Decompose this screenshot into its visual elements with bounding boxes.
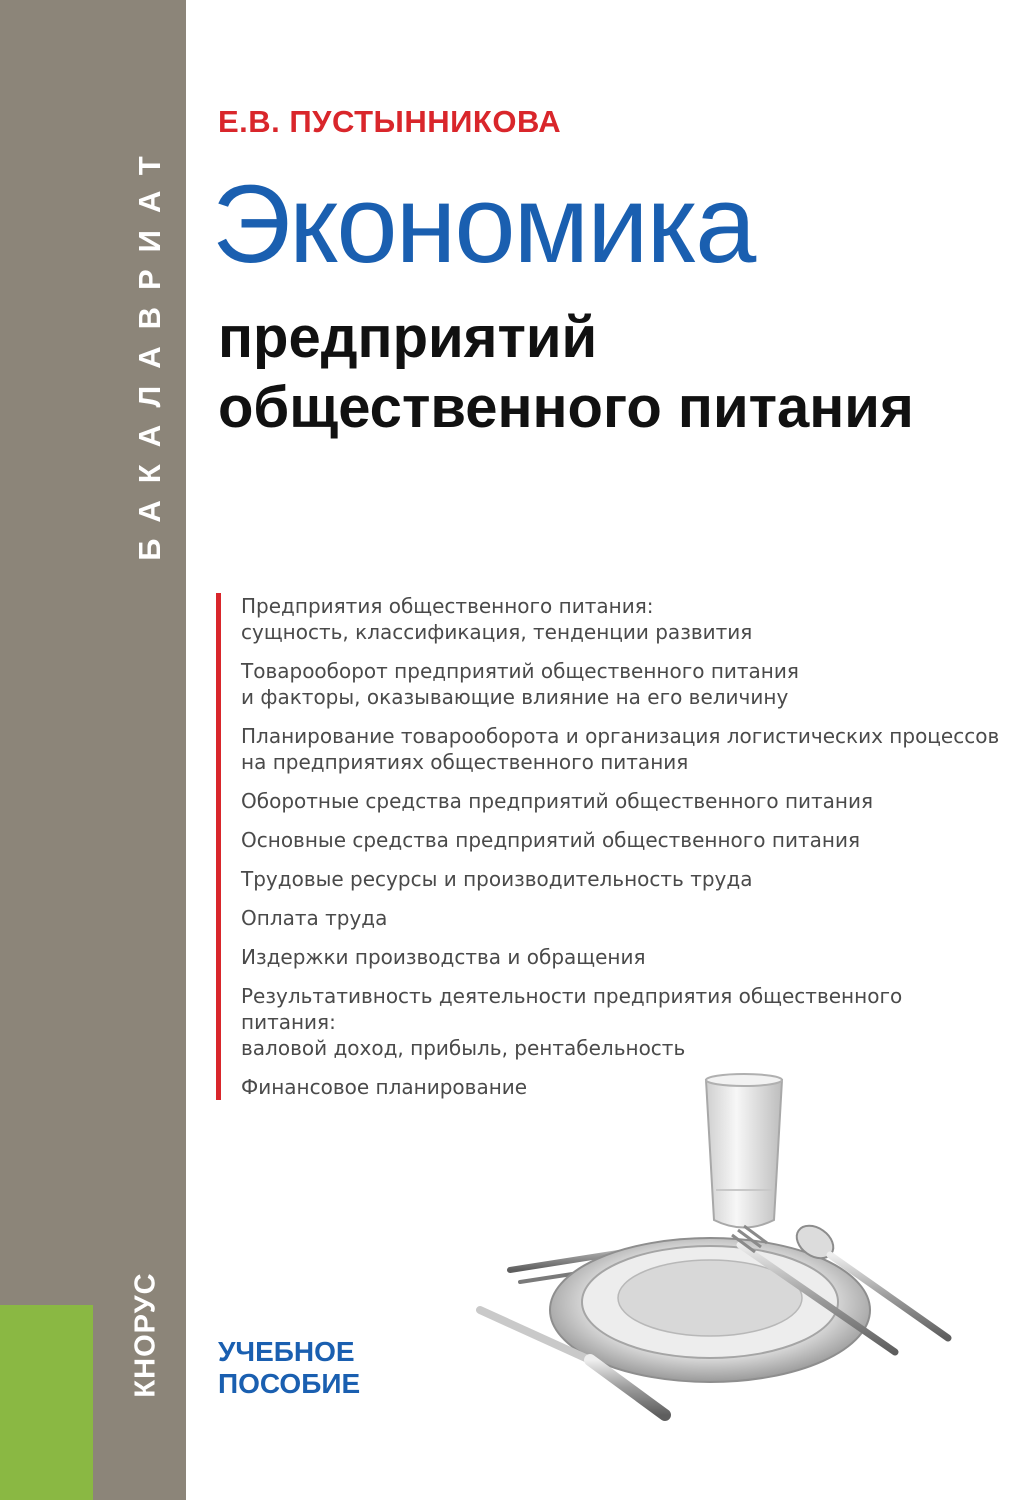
subtitle-line: общественного питания [218,375,914,440]
publisher-label: КНОРУС [129,1272,162,1398]
contents-item: Основные средства предприятий общественного питания [241,828,860,852]
contents-item: Оборотные средства предприятий общественного питания [241,789,874,813]
contents-item: Издержки производства и обращения [241,945,646,969]
book-type-label [218,1336,360,1400]
book-type-line: ПОСОБИЕ [218,1368,361,1399]
contents-item: Финансовое планирование [241,1075,528,1099]
contents-item: Результативность деятельности предприятия общественного питания: валовой доход, прибыль, рентабельность [241,984,903,1060]
contents-item: Предприятия общественного питания: сущность, классификация, тенденции развития [241,594,753,644]
glass-icon [706,1074,782,1228]
subtitle-line: предприятий [218,305,598,370]
table-setting-illustration [470,1070,960,1430]
contents-item: Планирование товарооборота и организация логистических процессов на предприятиях общественного питания [241,724,1000,774]
book-subtitle [218,303,914,443]
book-title: Экономика [212,163,755,286]
series-label: БАКАЛАВРИАТ [132,139,167,561]
author-name: Е.В. ПУСТЫННИКОВА [218,104,562,139]
contents-item: Трудовые ресурсы и производительность труда [241,867,753,891]
book-type-line: УЧЕБНОЕ [218,1336,355,1367]
spine-accent-block [0,1305,93,1500]
contents-item: Товарооборот предприятий общественного питания и факторы, оказывающие влияние на его величину [241,659,799,709]
contents-list [216,593,1001,1100]
contents-item: Оплата труда [241,906,388,930]
